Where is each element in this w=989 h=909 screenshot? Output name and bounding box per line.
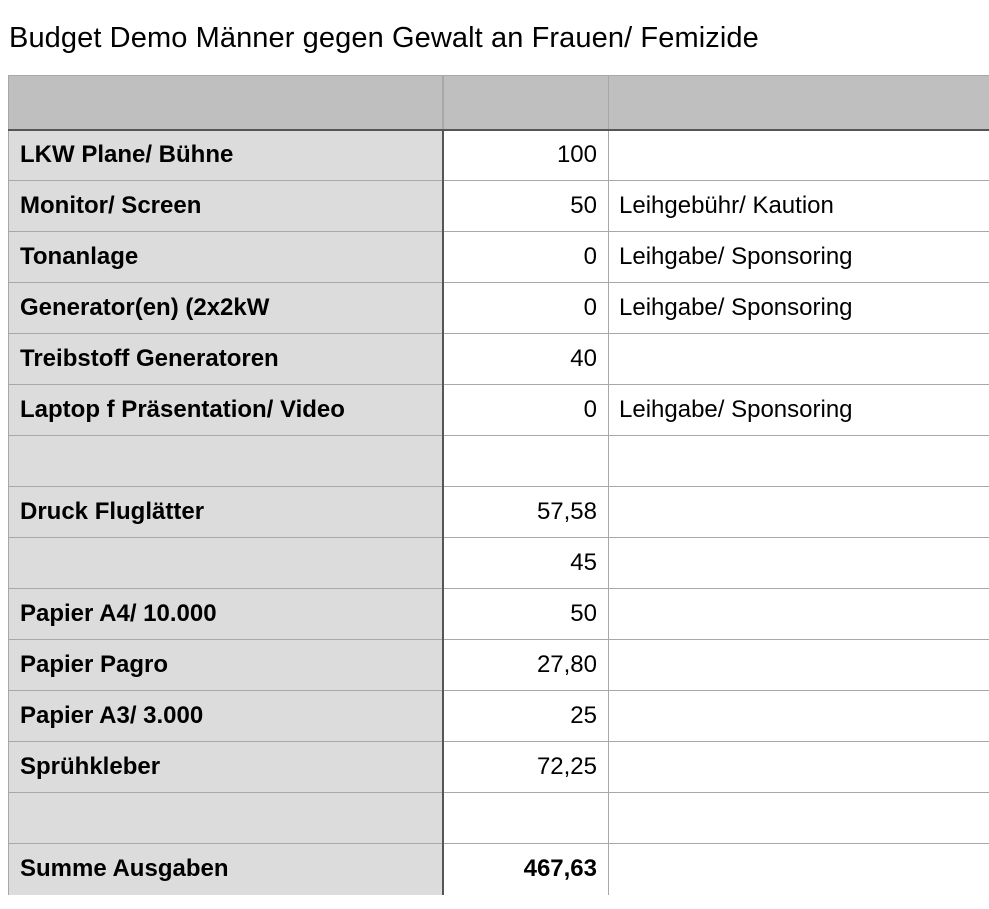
header-cell-item[interactable] [9,76,443,130]
item-cell[interactable]: Papier A4/ 10.000 [9,589,443,640]
table-row [9,538,989,589]
note-cell[interactable] [609,589,989,640]
total-row [9,844,989,895]
amount-cell[interactable]: 0 [443,385,609,436]
note-cell[interactable] [609,436,989,487]
item-cell[interactable] [9,793,443,844]
note-cell[interactable] [609,640,989,691]
table-row [9,334,989,385]
note-cell[interactable] [609,538,989,589]
note-cell[interactable] [609,793,989,844]
amount-cell[interactable]: 0 [443,283,609,334]
note-cell[interactable] [609,742,989,793]
note-cell[interactable] [609,334,989,385]
total-amount-cell[interactable]: 467,63 [443,844,609,895]
amount-cell[interactable] [443,793,609,844]
amount-cell[interactable]: 40 [443,334,609,385]
total-note-cell[interactable] [609,844,989,895]
budget-table-body [9,76,989,895]
note-cell[interactable]: Leihgabe/ Sponsoring [609,385,989,436]
note-cell[interactable] [609,130,989,181]
amount-cell[interactable]: 100 [443,130,609,181]
item-cell[interactable]: Tonanlage [9,232,443,283]
amount-cell[interactable]: 57,58 [443,487,609,538]
table-row [9,640,989,691]
item-cell[interactable]: Sprühkleber [9,742,443,793]
amount-cell[interactable]: 27,80 [443,640,609,691]
item-cell[interactable]: Druck Fluglätter [9,487,443,538]
header-cell-amount[interactable] [443,76,609,130]
total-label-cell[interactable]: Summe Ausgaben [9,844,443,895]
amount-cell[interactable]: 50 [443,181,609,232]
note-cell[interactable] [609,487,989,538]
note-cell[interactable]: Leihgabe/ Sponsoring [609,232,989,283]
table-row [9,181,989,232]
table-row [9,130,989,181]
item-cell[interactable]: Generator(en) (2x2kW [9,283,443,334]
amount-cell[interactable]: 45 [443,538,609,589]
item-cell[interactable]: Treibstoff Generatoren [9,334,443,385]
table-row [9,436,989,487]
table-row [9,742,989,793]
item-cell[interactable]: Laptop f Präsentation/ Video [9,385,443,436]
header-row [9,76,989,130]
note-cell[interactable] [609,691,989,742]
table-row [9,283,989,334]
amount-cell[interactable] [443,436,609,487]
table-row [9,232,989,283]
note-cell[interactable]: Leihgebühr/ Kaution [609,181,989,232]
sheet-title: Budget Demo Männer gegen Gewalt an Frauen/ Femizide [9,22,759,54]
table-row [9,589,989,640]
item-cell[interactable]: Papier A3/ 3.000 [9,691,443,742]
header-cell-note[interactable] [609,76,989,130]
item-cell[interactable]: Papier Pagro [9,640,443,691]
table-row [9,691,989,742]
amount-cell[interactable]: 0 [443,232,609,283]
table-row [9,487,989,538]
table-row [9,793,989,844]
amount-cell[interactable]: 72,25 [443,742,609,793]
budget-table [8,75,989,895]
item-cell[interactable]: Monitor/ Screen [9,181,443,232]
table-row [9,385,989,436]
amount-cell[interactable]: 50 [443,589,609,640]
item-cell[interactable] [9,538,443,589]
amount-cell[interactable]: 25 [443,691,609,742]
item-cell[interactable] [9,436,443,487]
note-cell[interactable]: Leihgabe/ Sponsoring [609,283,989,334]
item-cell[interactable]: LKW Plane/ Bühne [9,130,443,181]
